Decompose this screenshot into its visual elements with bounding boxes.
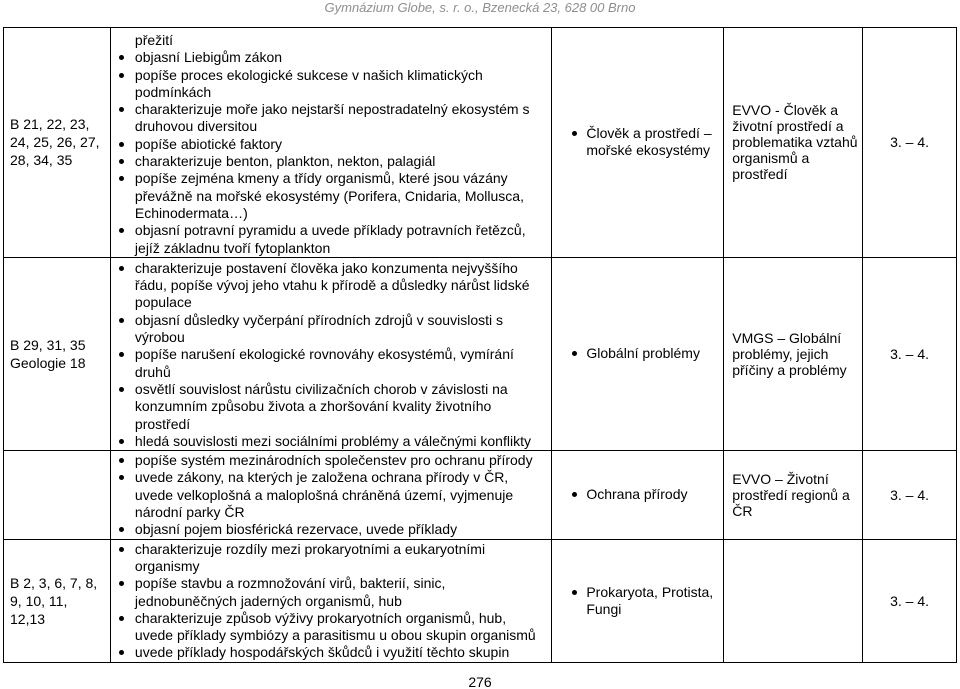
outcomes-list (119, 28, 547, 257)
topic-cell (552, 539, 724, 662)
cross-curricular-cell: EVVO – Životní prostředí regionů a ČR (724, 451, 863, 539)
outcomes-list (119, 258, 547, 450)
list-item: popíše zejména kmeny a třídy organismů, které jsou vázány převážně na mořské ekosystémy (Porifera, Cnidaria, Mollusca, Echinodermata…) (119, 170, 547, 222)
topic-label: Globální problémy (572, 345, 717, 362)
table-row (4, 28, 957, 258)
reference-cell: B 21, 22, 23, 24, 25, 26, 27, 28, 34, 35 (4, 28, 111, 258)
reference-cell: B 2, 3, 6, 7, 8, 9, 10, 11, 12,13 (4, 539, 111, 662)
list-item: charakterizuje benton, plankton, nekton, palagiál (119, 153, 547, 170)
list-item: popíše proces ekologické sukcese v našich klimatických podmínkách (119, 67, 547, 102)
list-item: charakterizuje způsob výživy prokaryotních organismů, hub, uvede příklady symbiózy a parasitismu u obou skupin organismů (119, 610, 547, 645)
list-item: charakterizuje postavení člověka jako konzumenta nejvyššího řádu, popíše vývoj jeho vtahu k přírodě a důsledky nárůst lidské populace (119, 260, 547, 312)
grade-cell: 3. – 4. (863, 539, 957, 662)
list-item: osvětlí souvislost nárůstu civilizačních chorob v závislosti na konzumním způsobu života a zhoršování kvality životního prostředí (119, 381, 547, 433)
curriculum-table (3, 27, 957, 663)
page-number: 276 (468, 674, 492, 689)
outcomes-cell (110, 451, 551, 539)
topic-cell (552, 257, 724, 450)
list-item: objasní pojem biosférická rezervace, uvede příklady (119, 521, 547, 538)
table-row (4, 539, 957, 662)
list-item: objasní Liebigům zákon (119, 49, 547, 66)
list-item: charakterizuje moře jako nejstarší nepostradatelný ekosystém s druhovou diversitou (119, 101, 547, 136)
list-item: uvede zákony, na kterých je založena ochrana přírody v ČR, uvede velkoplošná a maloplošná chráněná území, vyjmenuje národní parky ČR (119, 469, 547, 521)
topic-label: Prokaryota, Protista, Fungi (572, 584, 717, 618)
outcomes-cell (110, 28, 551, 258)
topic-cell (552, 28, 724, 258)
table-row (4, 451, 957, 539)
list-item: objasní důsledky vyčerpání přírodních zdrojů v souvislosti s výrobou (119, 312, 547, 347)
reference-cell: B 29, 31, 35 Geologie 18 (4, 257, 111, 450)
outcomes-list (119, 540, 547, 662)
list-item: popíše systém mezinárodních společenstev pro ochranu přírody (119, 452, 547, 469)
grade-cell: 3. – 4. (863, 28, 957, 258)
cross-curricular-cell: EVVO - Člověk a životní prostředí a problematika vztahů organismů a prostředí (724, 28, 863, 258)
list-item: uvede příklady hospodářských škůdců i využití těchto skupin (119, 644, 547, 661)
list-item: charakterizuje rozdíly mezi prokaryotními a eukaryotními organismy (119, 541, 547, 576)
list-item: popíše stavbu a rozmnožování virů, bakterií, sinic, jednobuněčných jaderných organismů, hub (119, 575, 547, 610)
outcomes-cell (110, 257, 551, 450)
list-item: popíše narušení ekologické rovnováhy ekosystémů, vymírání druhů (119, 346, 547, 381)
topic-label: Člověk a prostředí – mořské ekosystémy (572, 125, 717, 159)
cross-curricular-cell (724, 539, 863, 662)
list-item: objasní potravní pyramidu a uvede příklady potravních řetězců, jejíž základnu tvoří fytoplankton (119, 222, 547, 257)
outcomes-list (119, 451, 547, 538)
topic-label: Ochrana přírody (572, 486, 717, 503)
cross-curricular-cell: VMGS – Globální problémy, jejich příčiny a problémy (724, 257, 863, 450)
grade-cell: 3. – 4. (863, 451, 957, 539)
list-item: popíše abiotické faktory (119, 136, 547, 153)
topic-cell (552, 451, 724, 539)
list-item: přežití (134, 32, 174, 48)
grade-cell: 3. – 4. (863, 257, 957, 450)
outcomes-cell (110, 539, 551, 662)
list-item: hledá souvislosti mezi sociálními problémy a válečnými konflikty (119, 433, 547, 450)
reference-cell (4, 451, 111, 539)
page-header: Gymnázium Globe, s. r. o., Bzenecká 23, 628 00 Brno (324, 0, 636, 15)
table-row (4, 257, 957, 450)
